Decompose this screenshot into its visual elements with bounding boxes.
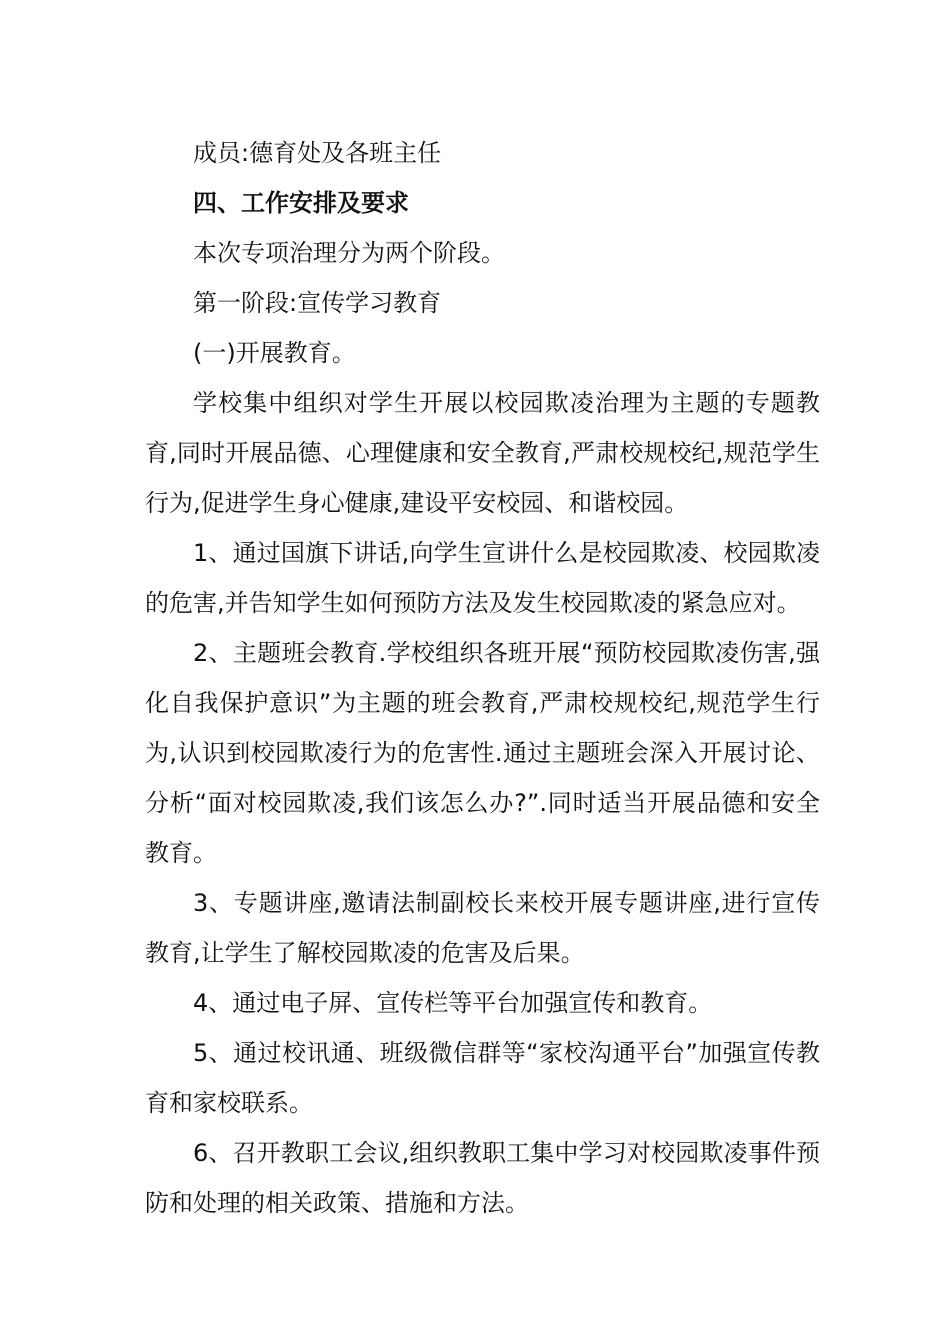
- stages-intro-paragraph: 本次专项治理分为两个阶段。: [193, 239, 505, 267]
- list-item-3: 3、专题讲座,邀请法制副校长来校开展专题讲座,进行宣传教育,让学生了解校园欺凌的危害及后果。: [145, 889, 820, 967]
- education-paragraph: 学校集中组织对学生开展以校园欺凌治理为主题的专题教育,同时开展品德、心理健康和安全教育,严肃校规校纪,规范学生行为,促进学生身心健康,建设平安校园、和谐校园。: [145, 389, 820, 517]
- stage-one-title: 第一阶段:宣传学习教育: [193, 289, 442, 317]
- list-item-2: 2、主题班会教育.学校组织各班开展“预防校园欺凌伤害,强化自我保护意识”为主题的班会教育,严肃校规校纪,规范学生行为,认识到校园欺凌行为的危害性.通过主题班会深入开展讨论、分析“面对校园欺凌,我们该怎么办?”.同时适当开展品德和安全教育。: [145, 639, 820, 867]
- section-heading-work-arrangement: 四、工作安排及要求: [193, 189, 409, 217]
- list-item-4: 4、通过电子屏、宣传栏等平台加强宣传和教育。: [193, 989, 713, 1017]
- document-body: [145, 128, 820, 1228]
- subsection-title-education: (一)开展教育。: [193, 339, 356, 367]
- members-paragraph: 成员:德育处及各班主任: [193, 139, 442, 167]
- list-item-1: 1、通过国旗下讲话,向学生宣讲什么是校园欺凌、校园欺凌的危害,并告知学生如何预防方法及发生校园欺凌的紧急应对。: [145, 539, 820, 617]
- list-item-5: 5、通过校讯通、班级微信群等“家校沟通平台”加强宣传教育和家校联系。: [145, 1039, 820, 1117]
- list-item-6: 6、召开教职工会议,组织教职工集中学习对校园欺凌事件预防和处理的相关政策、措施和方法。: [145, 1139, 820, 1217]
